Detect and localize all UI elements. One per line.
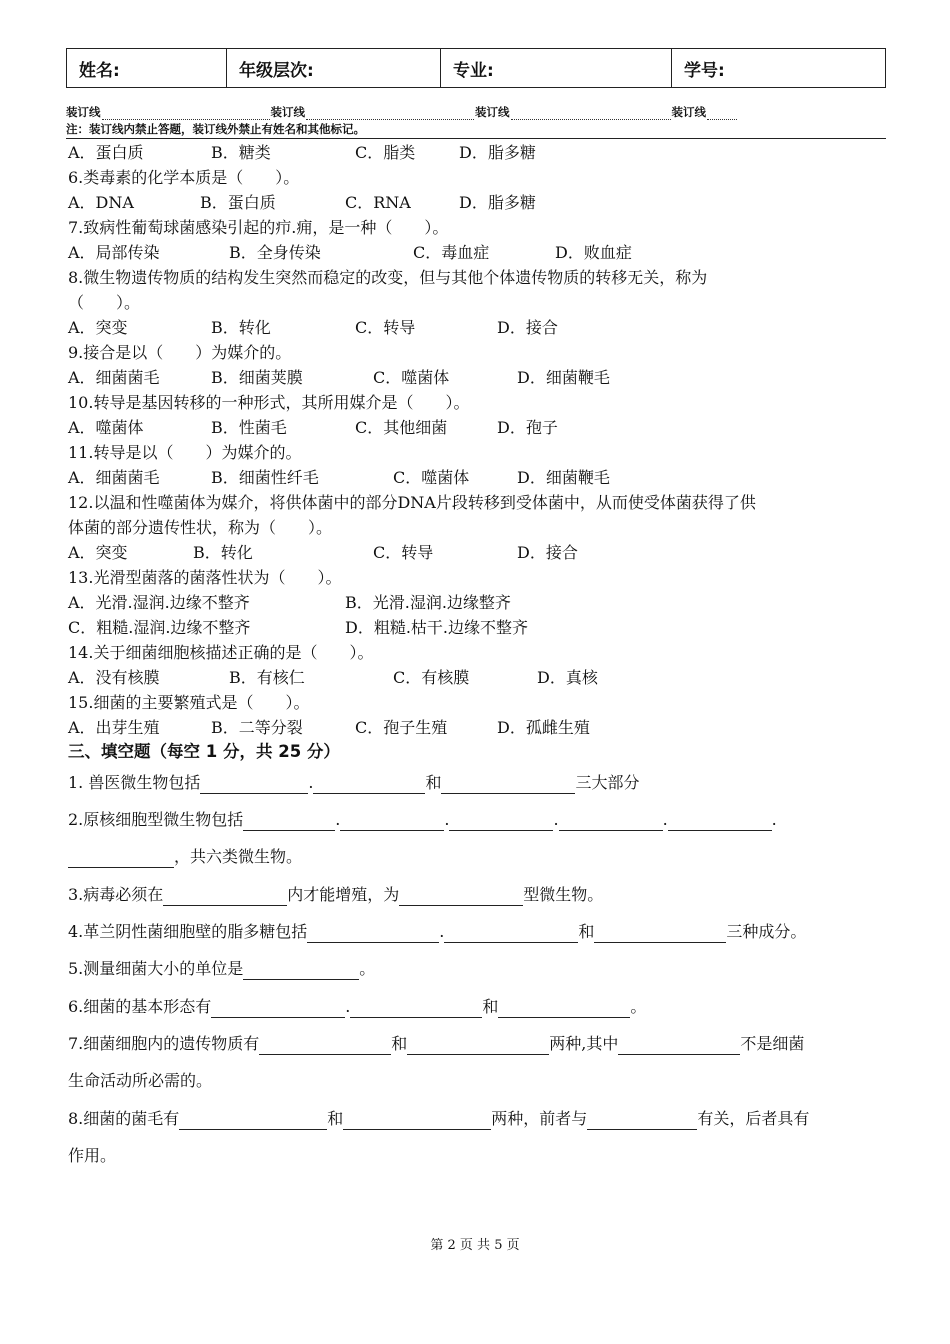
- binding-dots: [707, 111, 737, 120]
- q6-option-a: A．DNA: [68, 193, 134, 212]
- answer-blank[interactable]: [343, 1111, 491, 1130]
- fill-text: 三大部分: [575, 773, 640, 792]
- binding-label: 装订线: [475, 105, 510, 119]
- question-12-cont: 体菌的部分遗传性状，称为（ ）。: [68, 518, 333, 537]
- q7-option-d: D．败血症: [555, 243, 632, 262]
- answer-blank[interactable]: [307, 924, 439, 943]
- fill-item-5: [68, 958, 375, 980]
- q11-option-d: D．细菌鞭毛: [517, 468, 610, 487]
- binding-dots: [511, 111, 671, 120]
- answer-blank[interactable]: [587, 1111, 697, 1130]
- q6-option-d: D．脂多糖: [459, 193, 536, 212]
- answer-blank[interactable]: [68, 849, 174, 868]
- q6-option-b: B．蛋白质: [200, 193, 276, 212]
- answer-blank[interactable]: [200, 775, 308, 794]
- q7-option-c: C．毒血症: [413, 243, 490, 262]
- fill-item-6: [68, 996, 646, 1018]
- q13-option-a: A．光滑.湿润.边缘不整齐: [68, 593, 250, 612]
- fill-text: 和: [578, 922, 595, 941]
- q7-option-a: A．局部传染: [68, 243, 160, 262]
- page-number: 第 2 页 共 5 页: [430, 1238, 520, 1253]
- q10-option-a: A．噬菌体: [68, 418, 144, 437]
- binding-line: [66, 104, 886, 139]
- question-8: 8.微生物遗传物质的结构发生突然而稳定的改变，但与其他个体遗传物质的转移无关，称为: [68, 268, 708, 287]
- major-field[interactable]: 专业:: [441, 49, 672, 88]
- q12-option-b: B．转化: [193, 543, 253, 562]
- fill-text: .: [308, 773, 314, 792]
- answer-blank[interactable]: [399, 887, 523, 906]
- answer-blank[interactable]: [259, 1036, 391, 1055]
- fill-text: 3.病毒必须在: [68, 885, 164, 904]
- answer-blank[interactable]: [444, 924, 578, 943]
- fill-text: .: [553, 810, 559, 829]
- q8-option-a: A．突变: [68, 318, 128, 337]
- fill-text: 。: [359, 959, 376, 978]
- q7-option-b: B．全身传染: [229, 243, 321, 262]
- fill-text: 和: [482, 997, 499, 1016]
- fill-text: .: [662, 810, 668, 829]
- answer-blank[interactable]: [449, 812, 553, 831]
- fill-text: 两种，前者与: [491, 1109, 588, 1128]
- fill-item-2-cont: [68, 846, 302, 868]
- answer-blank[interactable]: [594, 924, 726, 943]
- answer-blank[interactable]: [350, 999, 482, 1018]
- answer-blank[interactable]: [618, 1036, 740, 1055]
- question-14: 14.关于细菌细胞核描述正确的是（ ）。: [68, 643, 374, 662]
- q14-option-a: A．没有核膜: [68, 668, 160, 687]
- answer-blank[interactable]: [243, 812, 335, 831]
- binding-dots: [306, 111, 474, 120]
- fill-item-3: [68, 884, 603, 906]
- student-id-field[interactable]: 学号:: [672, 49, 886, 88]
- student-info-table: [66, 48, 886, 88]
- question-11: 11.转导是以（ ）为媒介的。: [68, 443, 302, 462]
- q14-option-d: D．真核: [537, 668, 598, 687]
- q5-option-c: C．脂类: [355, 143, 416, 162]
- q9-option-a: A．细菌菌毛: [68, 368, 160, 387]
- answer-blank[interactable]: [243, 961, 359, 980]
- q8-option-d: D．接合: [497, 318, 558, 337]
- answer-blank[interactable]: [163, 887, 287, 906]
- fill-item-7: [68, 1033, 804, 1055]
- section-3-title: 三、填空题（每空 1 分，共 25 分）: [68, 742, 340, 761]
- q13-option-d: D．粗糙.枯干.边缘不整齐: [345, 618, 529, 637]
- fill-text: 不是细菌: [740, 1034, 805, 1053]
- q11-option-b: B．细菌性纤毛: [211, 468, 319, 487]
- q10-option-b: B．性菌毛: [211, 418, 287, 437]
- question-12: 12.以温和性噬菌体为媒介，将供体菌中的部分DNA片段转移到受体菌中，从而使受体菌获得了供: [68, 493, 756, 512]
- binding-label: 装订线: [66, 105, 101, 119]
- fill-text: 1. 兽医微生物包括: [68, 773, 201, 792]
- question-13: 13.光滑型菌落的菌落性状为（ ）。: [68, 568, 342, 587]
- q15-option-b: B．二等分裂: [211, 718, 303, 737]
- fill-text: 型微生物。: [523, 885, 604, 904]
- fill-item-7-cont: 生命活动所必需的。: [68, 1071, 213, 1090]
- q15-option-c: C．孢子生殖: [355, 718, 448, 737]
- fill-text: 和: [327, 1109, 344, 1128]
- fill-item-4: [68, 921, 806, 943]
- question-8-cont: （ ）。: [68, 293, 141, 312]
- q12-option-a: A．突变: [68, 543, 128, 562]
- fill-text: 有关，后者具有: [697, 1109, 810, 1128]
- fill-text: 内才能增殖，为: [287, 885, 400, 904]
- question-6: 6.类毒素的化学本质是（ ）。: [68, 168, 300, 187]
- grade-field[interactable]: 年级层次:: [227, 49, 441, 88]
- answer-blank[interactable]: [668, 812, 772, 831]
- fill-text: 和: [425, 773, 442, 792]
- answer-blank[interactable]: [313, 775, 425, 794]
- binding-label: 装订线: [671, 105, 706, 119]
- fill-text: .: [335, 810, 341, 829]
- answer-blank[interactable]: [179, 1111, 327, 1130]
- binding-note: 注：装订线内禁止答题，装订线外禁止有姓名和其他标记。: [66, 120, 886, 139]
- q5-option-d: D．脂多糖: [459, 143, 536, 162]
- q6-option-c: C．RNA: [345, 193, 411, 212]
- answer-blank[interactable]: [498, 999, 630, 1018]
- q8-option-c: C．转导: [355, 318, 416, 337]
- q14-option-c: C．有核膜: [393, 668, 470, 687]
- q10-option-d: D．孢子: [497, 418, 558, 437]
- q9-option-c: C．噬菌体: [373, 368, 450, 387]
- fill-item-8-cont: 作用。: [68, 1146, 117, 1165]
- fill-text: .: [444, 810, 450, 829]
- fill-text: .: [771, 810, 777, 829]
- q5-option-a: A．蛋白质: [68, 143, 144, 162]
- fill-text: 7.细菌细胞内的遗传物质有: [68, 1034, 260, 1053]
- fill-item-2: [68, 809, 777, 831]
- question-9: 9.接合是以（ ）为媒介的。: [68, 343, 292, 362]
- q5-option-b: B．糖类: [211, 143, 271, 162]
- fill-text: 。: [630, 997, 647, 1016]
- q9-option-b: B．细菌荚膜: [211, 368, 303, 387]
- binding-label: 装订线: [270, 105, 305, 119]
- fill-text: 和: [391, 1034, 408, 1053]
- q10-option-c: C．其他细菌: [355, 418, 448, 437]
- q13-option-b: B．光滑.湿润.边缘整齐: [345, 593, 511, 612]
- fill-text: .: [439, 922, 445, 941]
- question-7: 7.致病性葡萄球菌感染引起的疖.痈，是一种（ ）。: [68, 218, 449, 237]
- answer-blank[interactable]: [340, 812, 444, 831]
- fill-text: 两种,其中: [549, 1034, 619, 1053]
- q9-option-d: D．细菌鞭毛: [517, 368, 610, 387]
- fill-text: 三种成分。: [726, 922, 807, 941]
- answer-blank[interactable]: [407, 1036, 549, 1055]
- fill-text: 5.测量细菌大小的单位是: [68, 959, 244, 978]
- q13-option-c: C．粗糙.湿润.边缘不整齐: [68, 618, 251, 637]
- binding-dots: [102, 111, 270, 120]
- fill-text: 6.细菌的基本形态有: [68, 997, 212, 1016]
- fill-text: 4.革兰阴性菌细胞壁的脂多糖包括: [68, 922, 308, 941]
- fill-item-8: [68, 1108, 809, 1130]
- q11-option-a: A．细菌菌毛: [68, 468, 160, 487]
- answer-blank[interactable]: [211, 999, 345, 1018]
- fill-text: 8.细菌的菌毛有: [68, 1109, 180, 1128]
- q15-option-a: A．出芽生殖: [68, 718, 160, 737]
- q15-option-d: D．孤雌生殖: [497, 718, 590, 737]
- q14-option-b: B．有核仁: [229, 668, 305, 687]
- q12-option-c: C．转导: [373, 543, 434, 562]
- fill-text: 2.原核细胞型微生物包括: [68, 810, 244, 829]
- question-15: 15.细菌的主要繁殖式是（ ）。: [68, 693, 310, 712]
- fill-text: .: [345, 997, 351, 1016]
- name-field[interactable]: 姓名:: [67, 49, 227, 88]
- fill-item-1: [68, 772, 639, 794]
- answer-blank[interactable]: [559, 812, 663, 831]
- answer-blank[interactable]: [441, 775, 575, 794]
- q12-option-d: D．接合: [517, 543, 578, 562]
- q8-option-b: B．转化: [211, 318, 271, 337]
- q11-option-c: C．噬菌体: [393, 468, 470, 487]
- fill-text: ，共六类微生物。: [174, 847, 303, 866]
- question-10: 10.转导是基因转移的一种形式，其所用媒介是（ ）。: [68, 393, 470, 412]
